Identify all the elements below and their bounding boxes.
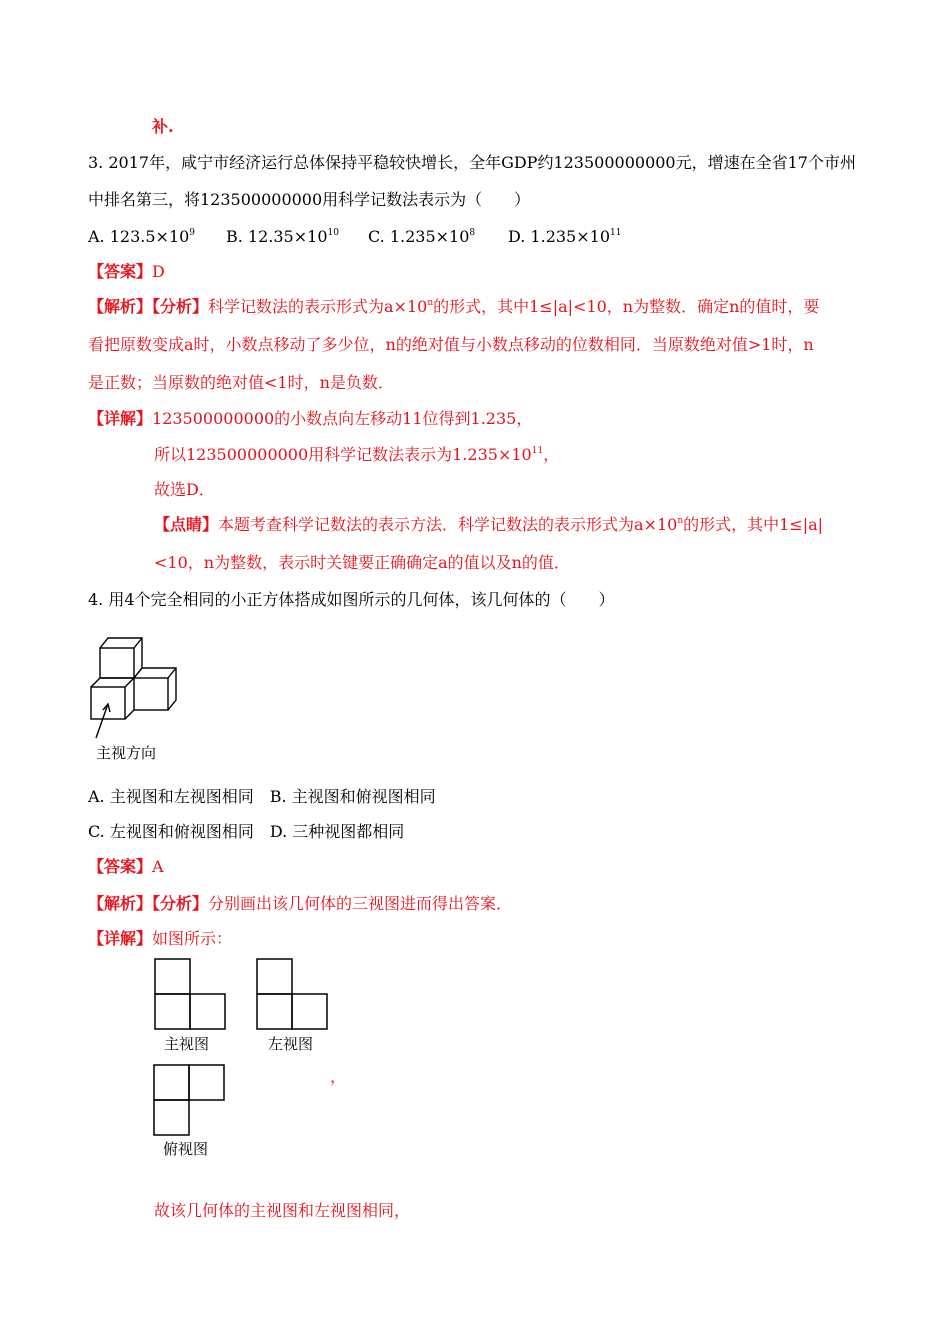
q3-detail-line1: 【详解】123500000000的小数点向左移动11位得到1.235， xyxy=(88,409,533,428)
q3-detail-line3: 故选D． xyxy=(154,480,215,499)
q4-options-cd: C. 左视图和俯视图相同 D. 三种视图都相同 xyxy=(88,822,405,841)
cube-top-side xyxy=(100,638,142,678)
q3-option-b: B. $12.35\times 10^{10}$ xyxy=(226,227,339,246)
q3-point-line1: 【点睛】本题考查科学记数法的表示方法．科学记数法的表示形式为$a\times 10^n$的形式，其中1≤|a| xyxy=(154,515,824,534)
q3-answer: 【答案】D xyxy=(88,262,165,281)
q3-stem-line2: 中排名第三，将123500000000用科学记数法表示为（ ） xyxy=(88,190,531,209)
top-view-label: 俯视图 xyxy=(163,1140,209,1158)
left-view-figure xyxy=(256,958,330,1032)
q4-conclusion: 故该几何体的主视图和左视图相同， xyxy=(154,1201,411,1220)
q3-option-d: D. $1.235\times 10^{11}$ xyxy=(508,227,622,246)
cube-top-front xyxy=(100,648,134,678)
q3-option-a: A. $123.5\times 10^9$ xyxy=(88,227,196,246)
cube-right-front xyxy=(134,678,168,710)
q3-detail-line2: 所以123500000000用科学记数法表示为$1.235\times 10^{11}$， xyxy=(154,445,560,464)
q3-analysis-line3: 是正数；当原数的绝对值<1时，n是负数． xyxy=(88,373,394,392)
q3-analysis-line1: 【解析】【分析】科学记数法的表示形式为$a\times 10^n$的形式，其中1≤|a|<10，n为整数．确定n的值时，要 xyxy=(88,297,820,316)
q4-detail: 【详解】如图所示： xyxy=(88,929,233,948)
view-direction-label: 主视方向 xyxy=(96,744,157,762)
q3-stem-line1: 3. 2017年，咸宁市经济运行总体保持平稳较快增长，全年GDP约123500000000元，增速在全省17个市州 xyxy=(88,153,856,172)
left-view-label: 左视图 xyxy=(268,1035,314,1053)
q3-option-c: C. $1.235\times 10^8$ xyxy=(368,227,476,246)
top-view-figure xyxy=(153,1064,227,1138)
cube-right-side xyxy=(134,668,176,710)
continuation-text: 补. xyxy=(152,117,174,136)
q3-analysis-line2: 看把原数变成a时，小数点移动了多少位，n的绝对值与小数点移动的位数相同．当原数绝对值>1时，n xyxy=(88,335,814,354)
q4-analysis: 【解析】【分析】分别画出该几何体的三视图进而得出答案． xyxy=(88,894,513,913)
q3-point-line2: <10，n为整数，表示时关键要正确确定a的值以及n的值． xyxy=(154,553,570,572)
front-view-figure xyxy=(154,958,228,1032)
cube-front-top xyxy=(91,678,134,687)
comma-mark: ， xyxy=(330,1067,347,1086)
arrow-shaft xyxy=(96,704,108,738)
q4-answer: 【答案】A xyxy=(88,857,164,876)
q4-stem: 4. 用4个完全相同的小正方体搭成如图所示的几何体，该几何体的（ ） xyxy=(88,590,615,609)
cubes-figure xyxy=(84,628,184,740)
front-view-label: 主视图 xyxy=(164,1035,210,1053)
q4-options-ab: A. 主视图和左视图相同 B. 主视图和俯视图相同 xyxy=(88,787,436,806)
